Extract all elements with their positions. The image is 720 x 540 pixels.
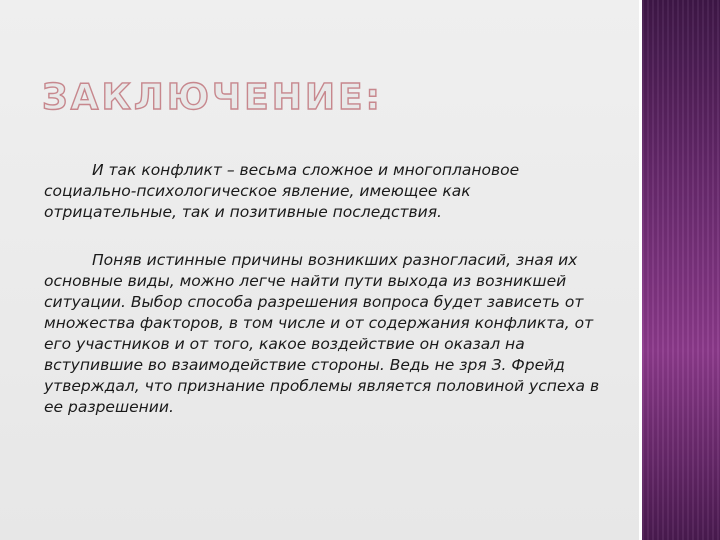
paragraph-1: И так конфликт – весьма сложное и многоплановое социально-психологическое явление, имеющее как отрицательные, так и позитивные последствия.	[44, 161, 520, 221]
slide-title: ЗАКЛЮЧЕНИЕ:	[42, 77, 383, 118]
paragraph-2: Поняв истинные причины возникших разногласий, зная их основные виды, можно легче найти пути выхода из возникшей ситуации. Выбор способа разрешения вопроса будет зависеть от множества факторов, в том числе и от содержания конфликта, от его участников и от того, какое воздействие он оказал на вступившие во взаимодействие стороны. Ведь не зря З. Фрейд утверждал, что признание проблемы является половиной успеха в ее разрешении.	[44, 251, 600, 416]
decorative-side-band	[642, 0, 720, 540]
slide-body	[44, 160, 606, 418]
